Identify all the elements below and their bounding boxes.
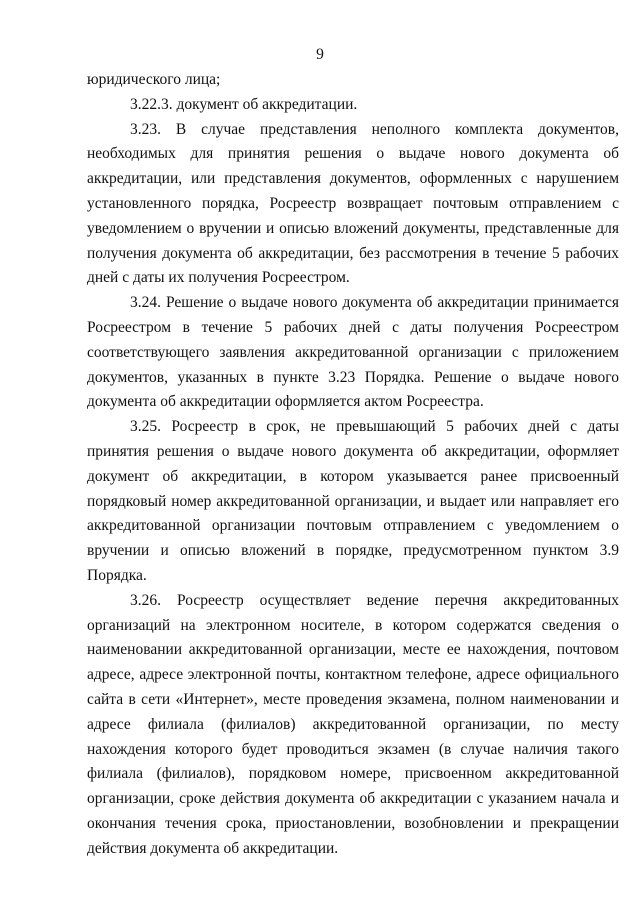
paragraph-3-23: 3.23. В случае представления неполного комплекта документов, необходимых для принятия решения о выдаче нового документа об аккредитации, или представления документов, оформленных с нарушением установленного порядка, Росреестр возвращает почтовым отправлением с уведомлением о вручении и описью вложений документы, представленные для получения документа об аккредитации, без рассмотрения в течение 5 рабочих дней с даты их получения Росреестром. [87,120,619,287]
document-body [87,68,619,862]
paragraph-3-25: 3.25. Росреестр в срок, не превышающий 5 рабочих дней с даты принятия решения о выдаче нового документа об аккредитации, оформляет документ об аккредитации, в котором указывается ранее присвоенный порядковый номер аккредитованной организации, и выдает или направляет его аккредитованной организации почтовым отправлением с уведомлением о вручении и описью вложений в порядке, предусмотренном пунктом 3.9 Порядка. [87,418,619,584]
page-number: 9 [316,46,324,63]
paragraph-3-24: 3.24. Решение о выдаче нового документа об аккредитации принимается Росреестром в течение 5 рабочих дней с даты получения Росреестром соответствующего заявления аккредитованной организации с приложением документов, указанных в пункте 3.23 Порядка. Решение о выдаче нового документа об аккредитации оформляется актом Росреестра. [87,294,619,411]
paragraph-3-26: 3.26. Росреестр осуществляет ведение перечня аккредитованных организаций на электронном носителе, в котором содержатся сведения о наименовании аккредитованной организации, месте ее нахождения, почтовом адресе, адресе электронной почты, контактном телефоне, адресе официального сайта в сети «Интернет», месте проведения экзамена, полном наименовании и адресе филиала (филиалов) аккредитованной организации, по месту нахождения которого будет проводиться экзамен (в случае наличия такого филиала (филиалов), порядковом номере, присвоенном аккредитованной организации, сроке действия документа об аккредитации с указанием начала и окончания течения срока, приостановлении, возобновлении и прекращении действия документа об аккредитации. [87,591,619,857]
paragraph-3-22-3: 3.22.3. документ об аккредитации. [130,95,358,113]
paragraph-3-22-2-end: юридического лица; [87,71,221,88]
